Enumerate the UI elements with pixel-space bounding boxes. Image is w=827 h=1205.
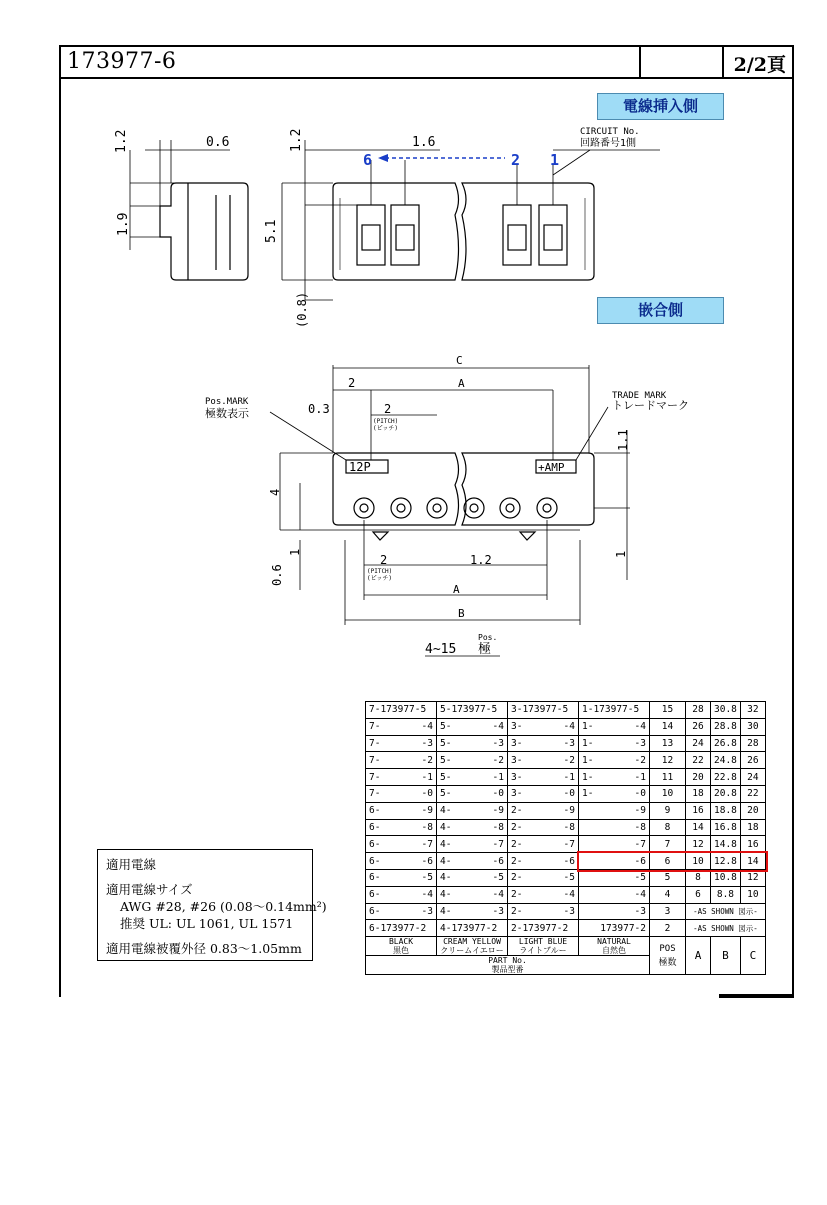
pin-label-1: 1 bbox=[550, 151, 560, 169]
dimension-cell: 10.8 bbox=[711, 869, 741, 886]
dimension-cell: 8 bbox=[686, 869, 711, 886]
part-number-cell: 7- -3 bbox=[366, 735, 437, 752]
part-number-cell: 4- -3 bbox=[437, 903, 508, 920]
circuit-arrow-head bbox=[378, 154, 388, 162]
table-row bbox=[366, 718, 766, 735]
pitch-jp-top: (ピッチ) bbox=[373, 425, 398, 432]
mating-side-badge: 嵌合側 bbox=[597, 297, 724, 324]
pos-cell: 9 bbox=[650, 802, 686, 819]
dimension-cell: 14.8 bbox=[711, 836, 741, 853]
color-header-row bbox=[366, 937, 766, 956]
color-header-cell: CREAM YELLOW クリームイエロー bbox=[437, 937, 508, 956]
wire-insertion-side-badge: 電線挿入側 bbox=[597, 93, 724, 120]
part-number-title: 173977-6 bbox=[67, 49, 177, 74]
part-number-cell: 2- -5 bbox=[508, 869, 579, 886]
marking-12p: 12P bbox=[349, 460, 371, 474]
dimension-cell: 12 bbox=[686, 836, 711, 853]
dimension-cell: 10 bbox=[740, 886, 765, 903]
table-row bbox=[366, 802, 766, 819]
bottom-bar bbox=[719, 994, 794, 998]
table-row bbox=[366, 785, 766, 802]
side-dim-2: 0.6 bbox=[206, 135, 230, 150]
pos-cell: 12 bbox=[650, 752, 686, 769]
part-number-cell: 4- -6 bbox=[437, 853, 508, 870]
marking-amp: +AMP bbox=[538, 461, 565, 474]
as-shown-cell: -AS SHOWN 図示- bbox=[686, 920, 766, 937]
part-number-cell: 3- -4 bbox=[508, 718, 579, 735]
dimension-cell: 30.8 bbox=[711, 702, 741, 719]
part-number-cell: 3- -2 bbox=[508, 752, 579, 769]
part-number-cell: 6- -8 bbox=[366, 819, 437, 836]
dimension-cell: 24 bbox=[740, 769, 765, 786]
part-number-cell: 6- -3 bbox=[366, 903, 437, 920]
table-row bbox=[366, 920, 766, 937]
part-number-cell: 2- -3 bbox=[508, 903, 579, 920]
pos-cell: 3 bbox=[650, 903, 686, 920]
pin-label-2: 2 bbox=[511, 151, 521, 169]
part-number-cell: 3-173977-5 bbox=[508, 702, 579, 719]
part-number-cell: 1- -1 bbox=[579, 769, 650, 786]
pitch-label-bottom: (PITCH) bbox=[367, 568, 393, 575]
dimension-cell: 18.8 bbox=[711, 802, 741, 819]
dimension-header: C bbox=[740, 937, 765, 975]
dimension-cell: 30 bbox=[740, 718, 765, 735]
pos-cell: 14 bbox=[650, 718, 686, 735]
part-number-cell: -7 bbox=[579, 836, 650, 853]
dim-c: C bbox=[456, 354, 463, 367]
dimension-cell: 24.8 bbox=[711, 752, 741, 769]
part-number-cell: 5- -1 bbox=[437, 769, 508, 786]
pos-mark-label: Pos.MARK bbox=[205, 397, 249, 407]
part-number-cell: 5-173977-5 bbox=[437, 702, 508, 719]
table-row bbox=[366, 735, 766, 752]
applicable-wire-box bbox=[97, 849, 327, 961]
dimension-cell: 18 bbox=[686, 785, 711, 802]
color-header-cell: LIGHT BLUE ライトブルー bbox=[508, 937, 579, 956]
dim-1-2: 1.2 bbox=[470, 553, 492, 567]
part-number-cell: 2- -9 bbox=[508, 802, 579, 819]
range-jp: 極 bbox=[478, 642, 492, 657]
circuit-label-jp: 回路番号1側 bbox=[580, 138, 637, 149]
part-number-cell: -8 bbox=[579, 819, 650, 836]
dimension-cell: 16 bbox=[740, 836, 765, 853]
pos-cell: 5 bbox=[650, 869, 686, 886]
dimension-cell: 14 bbox=[740, 853, 765, 870]
part-number-cell: 4- -5 bbox=[437, 869, 508, 886]
wire-outer-diameter: 適用電線被覆外径 0.83～1.05mm bbox=[106, 941, 302, 956]
part-number-cell: 2-173977-2 bbox=[508, 920, 579, 937]
pos-header: POS 極数 bbox=[650, 937, 686, 975]
part-number-cell: 4- -8 bbox=[437, 819, 508, 836]
dimension-cell: 28 bbox=[686, 702, 711, 719]
part-number-cell: 6- -5 bbox=[366, 869, 437, 886]
part-number-cell: 1-173977-5 bbox=[579, 702, 650, 719]
dimension-cell: 22 bbox=[686, 752, 711, 769]
front-dim-4: (0.8) bbox=[295, 291, 309, 328]
dimension-cell: 8.8 bbox=[711, 886, 741, 903]
dimension-cell: 20 bbox=[686, 769, 711, 786]
dimension-cell: 32 bbox=[740, 702, 765, 719]
part-number-cell: 173977-2 bbox=[579, 920, 650, 937]
part-number-cell: 1- -3 bbox=[579, 735, 650, 752]
part-number-cell: 6- -9 bbox=[366, 802, 437, 819]
table-row bbox=[366, 819, 766, 836]
part-number-cell: 6- -6 bbox=[366, 853, 437, 870]
side-dim-1: 1.2 bbox=[114, 129, 129, 153]
pitch-label-top: (PITCH) bbox=[373, 418, 399, 425]
front-view bbox=[282, 140, 660, 300]
pos-cell: 10 bbox=[650, 785, 686, 802]
part-number-cell: 2- -6 bbox=[508, 853, 579, 870]
dim-1-1: 1.1 bbox=[616, 429, 630, 451]
dimension-cell: 20 bbox=[740, 802, 765, 819]
range-label: 4~15 bbox=[425, 642, 457, 657]
side-view bbox=[130, 140, 248, 280]
part-number-cell: 4- -4 bbox=[437, 886, 508, 903]
part-number-cell: 3- -0 bbox=[508, 785, 579, 802]
dimension-header: B bbox=[711, 937, 741, 975]
dimension-cell: 20.8 bbox=[711, 785, 741, 802]
part-number-cell: 7- -4 bbox=[366, 718, 437, 735]
dimension-cell: 18 bbox=[740, 819, 765, 836]
pos-cell: 6 bbox=[650, 853, 686, 870]
part-number-cell: -5 bbox=[579, 869, 650, 886]
part-number-cell: -9 bbox=[579, 802, 650, 819]
dim-2-top: 2 bbox=[348, 376, 356, 390]
dim-0-6: 0.6 bbox=[270, 564, 284, 586]
table-row bbox=[366, 702, 766, 719]
part-number-cell: 7- -2 bbox=[366, 752, 437, 769]
part-number-cell: 6-173977-2 bbox=[366, 920, 437, 937]
part-number-cell: -3 bbox=[579, 903, 650, 920]
part-number-cell: 4-173977-2 bbox=[437, 920, 508, 937]
table-row bbox=[366, 903, 766, 920]
part-number-cell: 7- -0 bbox=[366, 785, 437, 802]
wire-size-label: 適用電線サイズ bbox=[106, 882, 193, 897]
dimension-cell: 12 bbox=[740, 869, 765, 886]
part-number-cell: 4- -7 bbox=[437, 836, 508, 853]
dimension-cell: 10 bbox=[686, 853, 711, 870]
table-row bbox=[366, 886, 766, 903]
wire-ul: 推奨 UL: UL 1061, UL 1571 bbox=[120, 916, 294, 931]
dimension-header: A bbox=[686, 937, 711, 975]
highlight-6-pos-row bbox=[577, 851, 768, 872]
pos-cell: 8 bbox=[650, 819, 686, 836]
part-number-cell: 2- -8 bbox=[508, 819, 579, 836]
dimension-cell: 26 bbox=[740, 752, 765, 769]
dim-a-top: A bbox=[458, 377, 465, 390]
part-number-cell: 3- -3 bbox=[508, 735, 579, 752]
wire-box-title: 適用電線 bbox=[106, 857, 157, 872]
part-number-cell: -6 bbox=[579, 853, 650, 870]
pos-cell: 11 bbox=[650, 769, 686, 786]
dimension-cell: 16 bbox=[686, 802, 711, 819]
dimension-cell: 28 bbox=[740, 735, 765, 752]
front-dim-1: 1.2 bbox=[289, 128, 304, 152]
part-number-table bbox=[365, 701, 766, 975]
pos-cell: 7 bbox=[650, 836, 686, 853]
dimension-cell: 28.8 bbox=[711, 718, 741, 735]
part-number-cell: 2- -7 bbox=[508, 836, 579, 853]
pos-cell: 2 bbox=[650, 920, 686, 937]
pin-label-6: 6 bbox=[363, 151, 373, 169]
dim-0-3: 0.3 bbox=[308, 402, 330, 416]
pos-cell: 13 bbox=[650, 735, 686, 752]
part-number-cell: 1- -4 bbox=[579, 718, 650, 735]
range-pos-label: Pos. bbox=[478, 633, 498, 642]
part-number-cell: 3- -1 bbox=[508, 769, 579, 786]
dimension-cell: 26 bbox=[686, 718, 711, 735]
color-header-cell: BLACK 黒色 bbox=[366, 937, 437, 956]
part-number-cell: 6- -4 bbox=[366, 886, 437, 903]
dim-pitch-2-bottom: 2 bbox=[380, 553, 388, 567]
part-number-cell: 5- -0 bbox=[437, 785, 508, 802]
pos-cell: 4 bbox=[650, 886, 686, 903]
part-number-cell: 7- -1 bbox=[366, 769, 437, 786]
pos-cell: 15 bbox=[650, 702, 686, 719]
part-number-cell: 1- -0 bbox=[579, 785, 650, 802]
part-number-cell: 2- -4 bbox=[508, 886, 579, 903]
dim-1-right: 1 bbox=[614, 550, 628, 558]
part-number-cell: 5- -3 bbox=[437, 735, 508, 752]
dim-1-left: 1 bbox=[288, 548, 302, 556]
part-number-cell: 5- -4 bbox=[437, 718, 508, 735]
table-row bbox=[366, 769, 766, 786]
dim-pitch-2: 2 bbox=[384, 402, 392, 416]
side-dim-3: 1.9 bbox=[116, 212, 131, 236]
as-shown-cell: -AS SHOWN 図示- bbox=[686, 903, 766, 920]
trade-mark-jp: トレードマーク bbox=[612, 399, 689, 412]
dimension-cell: 14 bbox=[686, 819, 711, 836]
dim-4: 4 bbox=[268, 488, 282, 496]
part-number-cell: 5- -2 bbox=[437, 752, 508, 769]
part-number-cell: 6- -7 bbox=[366, 836, 437, 853]
dimension-cell: 22.8 bbox=[711, 769, 741, 786]
part-number-cell: -4 bbox=[579, 886, 650, 903]
circuit-label: CIRCUIT No. bbox=[580, 127, 640, 137]
dimension-cell: 6 bbox=[686, 886, 711, 903]
part-no-header: PART No. 製品型番 bbox=[366, 956, 650, 975]
dimension-cell: 26.8 bbox=[711, 735, 741, 752]
pos-mark-jp: 極数表示 bbox=[205, 407, 249, 420]
part-number-cell: 1- -2 bbox=[579, 752, 650, 769]
dim-a-bottom: A bbox=[453, 583, 460, 596]
dimension-cell: 22 bbox=[740, 785, 765, 802]
dim-b: B bbox=[458, 607, 465, 620]
part-number-cell: 4- -9 bbox=[437, 802, 508, 819]
part-number-cell: 7-173977-5 bbox=[366, 702, 437, 719]
front-dim-3: 5.1 bbox=[264, 219, 279, 243]
wire-awg: AWG #28, #26 (0.08～0.14mm²) bbox=[120, 899, 327, 914]
page-number: 2/2頁 bbox=[733, 54, 786, 76]
table-row bbox=[366, 752, 766, 769]
front-dim-2: 1.6 bbox=[412, 135, 436, 150]
dimension-cell: 12.8 bbox=[711, 853, 741, 870]
pitch-jp-bottom: (ピッチ) bbox=[367, 575, 392, 582]
dimension-cell: 16.8 bbox=[711, 819, 741, 836]
trade-mark-label: TRADE MARK bbox=[612, 391, 667, 401]
dimension-cell: 24 bbox=[686, 735, 711, 752]
color-header-cell: NATURAL 自然色 bbox=[579, 937, 650, 956]
